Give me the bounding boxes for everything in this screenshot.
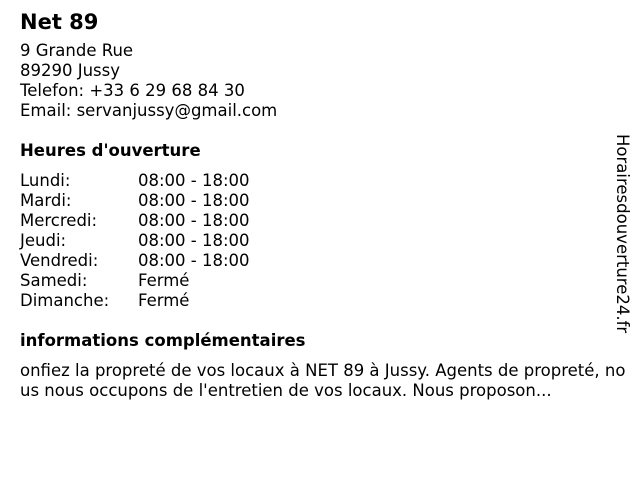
opening-hours-table xyxy=(20,171,610,311)
time-value: 08:00 - 18:00 xyxy=(138,211,250,230)
day-label: Dimanche: xyxy=(20,291,110,310)
hours-row xyxy=(20,211,610,231)
time-value: Fermé xyxy=(138,271,190,290)
business-name: Net 89 xyxy=(20,10,99,34)
hours-row xyxy=(20,231,610,251)
hours-row xyxy=(20,271,610,291)
time-value: 08:00 - 18:00 xyxy=(138,171,250,190)
time-value: Fermé xyxy=(138,291,190,310)
hours-row xyxy=(20,291,610,311)
day-label: Jeudi: xyxy=(20,231,67,250)
site-watermark: Horairesdouverture24.fr xyxy=(613,134,632,334)
hours-row xyxy=(20,251,610,271)
info-description: onfiez la propreté de vos locaux à NET 89 à Jussy. Agents de propreté, nous nous occupons de l'entretien de vos locaux. Nous proposon... xyxy=(20,361,626,400)
day-label: Mardi: xyxy=(20,191,72,210)
time-value: 08:00 - 18:00 xyxy=(138,191,250,210)
hours-row xyxy=(20,171,610,191)
street-address: 9 Grande Rue xyxy=(20,41,134,60)
day-label: Mercredi: xyxy=(20,211,98,230)
info-heading: informations complémentaires xyxy=(20,331,306,350)
contact-block xyxy=(20,41,610,121)
day-label: Samedi: xyxy=(20,271,88,290)
time-value: 08:00 - 18:00 xyxy=(138,251,250,270)
hours-row xyxy=(20,191,610,211)
day-label: Vendredi: xyxy=(20,251,99,270)
city-address: 89290 Jussy xyxy=(20,61,121,80)
day-label: Lundi: xyxy=(20,171,71,190)
phone-number: Telefon: +33 6 29 68 84 30 xyxy=(20,81,245,100)
email-address: Email: servanjussy@gmail.com xyxy=(20,101,278,120)
hours-heading: Heures d'ouverture xyxy=(20,141,201,160)
time-value: 08:00 - 18:00 xyxy=(138,231,250,250)
